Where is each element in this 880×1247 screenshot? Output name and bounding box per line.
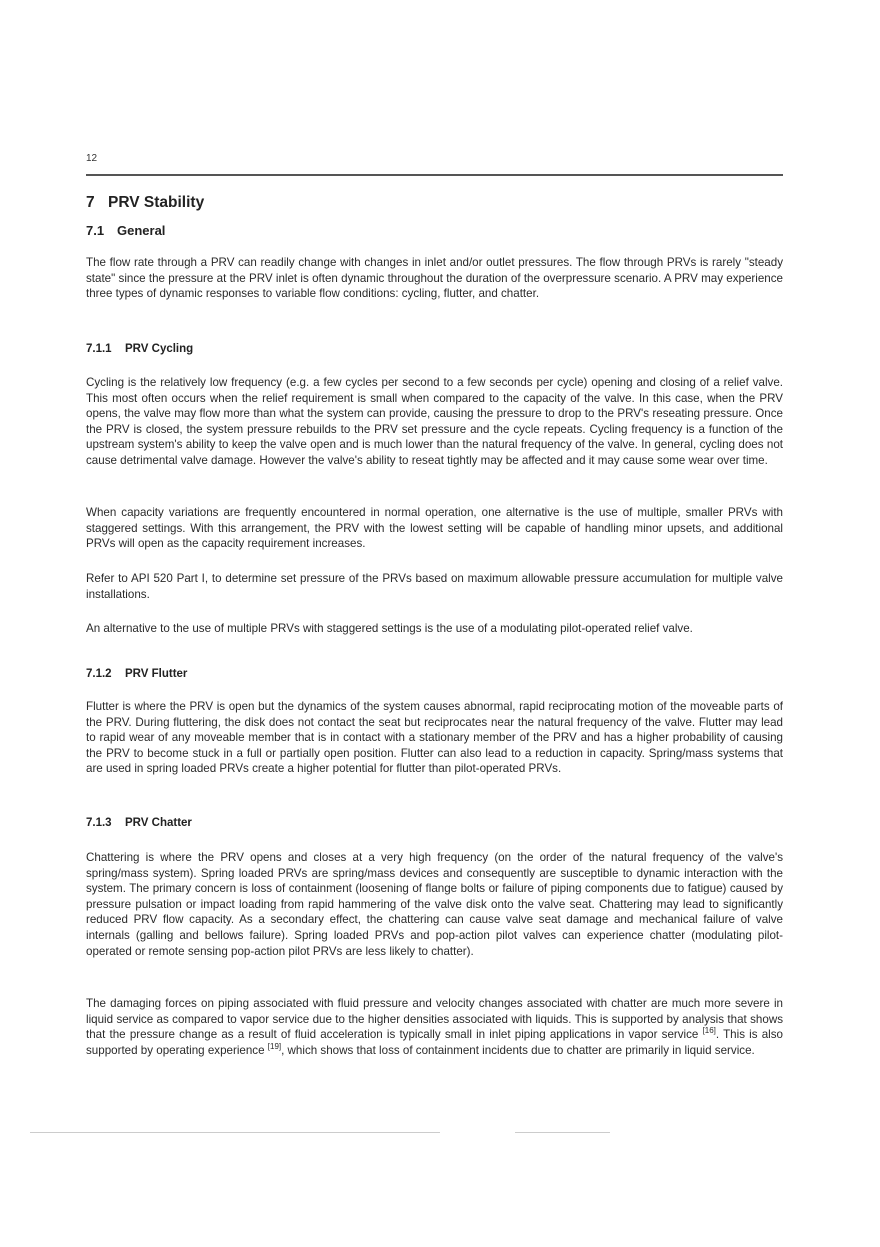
- subsection-heading-general: [86, 223, 783, 238]
- footer-rule: [515, 1132, 610, 1133]
- footer-rule: [30, 1132, 440, 1133]
- section-title: PRV Stability: [108, 194, 205, 211]
- heading-number: 7.1.2: [86, 668, 112, 680]
- paragraph: When capacity variations are frequently encountered in normal operation, one alternative is the use of multiple, smaller PRVs with staggered settings. With this arrangement, the PRV with the lowest setting will be capable of handling minor upsets, and additional PRVs will open as the capacity requirement increases.: [86, 506, 783, 551]
- subsection-number: 7.1: [86, 223, 105, 238]
- paragraph: The flow rate through a PRV can readily change with changes in inlet and/or outlet pressures. The flow through PRVs is rarely "steady state" since the pressure at the PRV inlet is often dynamic throughout the duration of the overpressure scenario. A PRV may experience three types of dynamic responses to variable flow conditions: cycling, flutter, and chatter.: [86, 256, 783, 301]
- paragraph: Refer to API 520 Part I, to determine set pressure of the PRVs based on maximum allowable pressure accumulation for multiple valve installations.: [86, 572, 783, 601]
- paragraph: [86, 996, 783, 1058]
- heading-number: 7.1.1: [86, 343, 112, 355]
- paragraph-text: . This is also supported by operating experience: [86, 1028, 784, 1057]
- page-number: 12: [86, 153, 98, 164]
- citation-ref: [16]: [702, 1026, 716, 1036]
- heading-title: PRV Cycling: [125, 343, 194, 355]
- paragraph: Flutter is where the PRV is open but the dynamics of the system causes abnormal, rapid reciprocating motion of the moveable parts of the PRV. During fluttering, the disk does not contact the seat but reciprocates near the natural frequency of the valve. Flutter may lead to rapid wear of any moveable member that is in contact with a stationary member of the PRV and has a higher probability of causing the PRV to become stuck in a full or partially open position. Flutter can also lead to a reduction in capacity. Spring/mass systems that are used in spring loaded PRVs create a higher potential for flutter than pilot-operated PRVs.: [86, 700, 783, 776]
- heading-title: PRV Flutter: [125, 668, 188, 680]
- subsection-title: General: [117, 223, 166, 238]
- paragraph-text: The damaging forces on piping associated with fluid pressure and velocity changes associated with chatter are much more severe in liquid service as compared to vapor service due to the higher densities associated with liquids. This is supported by analysis that shows that the pressure change as a result of fluid acceleration is typically small in inlet piping applications in vapor service: [86, 997, 783, 1042]
- paragraph: Cycling is the relatively low frequency (e.g. a few cycles per second to a few seconds per cycle) opening and closing of a relief valve. This most often occurs when the relief requirement is small when compared to the capacity of the valve. In this case, when the PRV opens, the valve may flow more than what the system can provide, causing the pressure to drop to the PRV's reseating pressure. Once the PRV is closed, the system pressure rebuilds to the PRV set pressure and the cycle repeats. Cycling frequency is a function of the upstream system's ability to keep the valve open and is much lower than the natural frequency of the valve. In general, cycling does not cause detrimental valve damage. However the valve's ability to reseat tightly may be affected and it may cause some wear over time.: [86, 376, 783, 467]
- section-heading: [86, 194, 783, 212]
- paragraph: An alternative to the use of multiple PRVs with staggered settings is the use of a modulating pilot-operated relief valve.: [86, 622, 693, 635]
- subsubsection-heading-flutter: [86, 668, 783, 680]
- header-rule: [86, 174, 783, 176]
- citation-ref: [19]: [267, 1041, 282, 1051]
- subsubsection-heading-cycling: [86, 343, 783, 355]
- paragraph-text: , which shows that loss of containment incidents due to chatter are primarily in liquid service.: [281, 1043, 755, 1057]
- paragraph: Chattering is where the PRV opens and closes at a very high frequency (on the order of the natural frequency of the valve's spring/mass system). Spring loaded PRVs are spring/mass devices and consequently are susceptible to dynamic interaction with the system. The primary concern is loss of containment (loosening of flange bolts or failure of piping components due to fatigue) caused by pressure pulsation or impact loading from rapid hammering of the valve disk onto the valve seat. Chattering may lead to significantly reduced PRV flow capacity. As a secondary effect, the chattering can cause valve seat damage and mechanical failure of valve internals (galling and bellows failure). Spring loaded PRVs and pop-action pilot valves can experience chatter (modulating pilot-operated or remote sensing pop-action pilot PRVs are less likely to chatter).: [86, 851, 783, 958]
- heading-number: 7.1.3: [86, 817, 112, 829]
- subsubsection-heading-chatter: [86, 817, 783, 829]
- heading-title: PRV Chatter: [125, 817, 192, 829]
- section-number: 7: [86, 194, 95, 211]
